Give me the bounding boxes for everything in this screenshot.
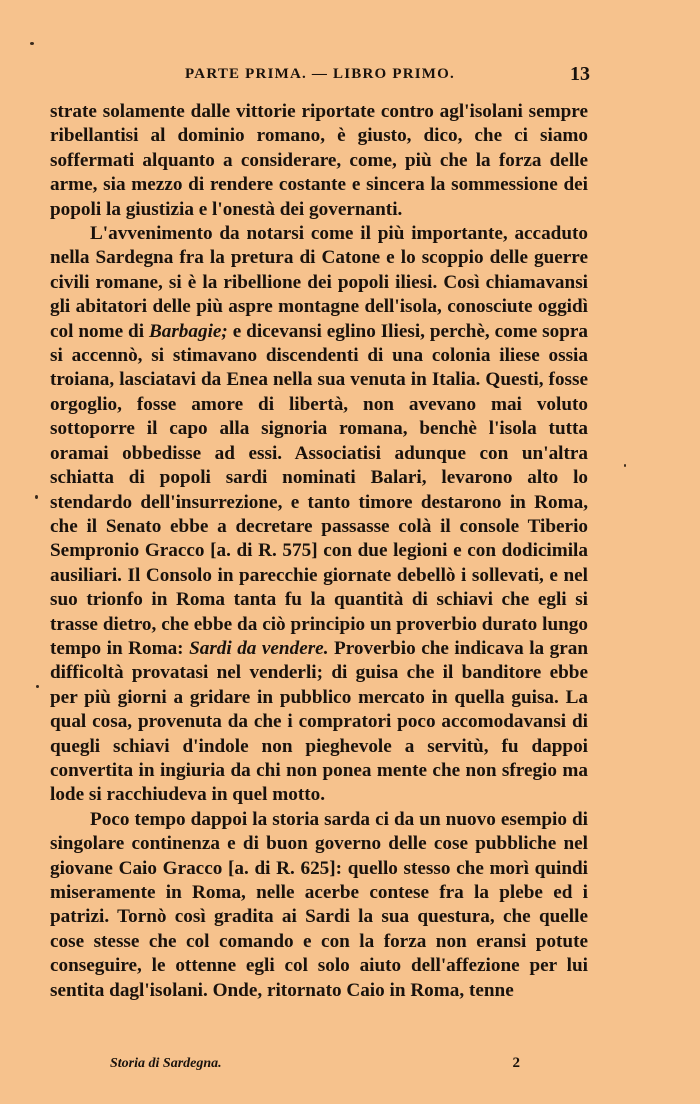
- signature-mark: Storia di Sardegna.: [110, 1056, 222, 1071]
- running-head: PARTE PRIMA. — LIBRO PRIMO.: [185, 66, 455, 82]
- ink-speck: [30, 42, 34, 45]
- italic-proverb: Sardi da vendere.: [189, 637, 329, 659]
- page-header: [50, 63, 590, 90]
- paragraph-continuation: strate solamente dalle vittorie riportate contro agl'isolani sempre ribellantisi al dominio romano, è giusto, dico, che ci siamo soffermati alquanto a considerare, come, più che la forza delle arme, sia mezzo di rendere costante e sincera la sommessione dei popoli la giustizia e l'onestà dei governanti.: [50, 101, 588, 220]
- page-footer: [110, 1056, 520, 1078]
- ink-speck: [36, 685, 39, 688]
- text-run: e dicevansi eglino Iliesi, perchè, come sopra si accennò, si stimavano discendenti di una colonia iliese ossia troiana, lasciatavi da Enea nella sua venuta in Italia. Questi, fosse orgoglio, fosse amore di libertà, non avevano mai voluto sottoporre il capo alla signoria romana, benchè l'isola tutta oramai obbedisse ad essi. Associatisi adunque con un'altra schiatta di popoli sardi nominati Balari, levarono alto lo stendardo dell'insurrezione, e tanto timore destarono in Roma, che il Senato ebbe a decretare passasse colà il console Tiberio Sempronio Gracco [a. di R. 575] con due legioni e con dodicimila ausiliari. Il Consolo in parecchie giornate debellò i sollevati, e nel suo trionfo in Roma tanta fu la quantità di schiavi che egli si trasse dietro, che ebbe da ciò principio un proverbio durato lungo tempo in Roma:: [50, 320, 588, 659]
- paragraph-caio-gracco: Poco tempo dappoi la storia sarda ci da un nuovo esempio di singolare continenza e di buon governo delle cose pubbliche nel giovane Caio Gracco [a. di R. 625]: quello stesso che morì quindi miseramente in Roma, nelle acerbe contese fra la plebe ed i patrizi. Tornò così gradita ai Sardi la sua questura, che quelle cose stesse che col comando e con la forza non eransi potute conseguire, le ottenne egli col solo aiuto dell'affezione per lui sentita dagl'isolani. Onde, ritornato Caio in Roma, tenne: [50, 808, 588, 1001]
- signature-number: 2: [512, 1055, 520, 1071]
- page-number: 13: [570, 63, 590, 85]
- paragraph-ilies-rebellion: [50, 222, 588, 808]
- ink-speck: [624, 464, 626, 467]
- ink-speck: [35, 495, 38, 499]
- body-text: [50, 100, 588, 1003]
- italic-term-barbagie: Barbagie;: [148, 320, 228, 342]
- text-run: Proverbio che indicava la gran difficoltà provatasi nel venderli; di guisa che il banditore ebbe per più giorni a gridare in pubblico mercato in quella guisa. La qual cosa, provenuta da che i compratori poco accomodavansi di quegli schiavi d'indole non pieghevole a servitù, fu dappoi convertita in ingiuria da chi non ponea mente che non sfregio ma lode si racchiudeva in quel motto.: [50, 637, 588, 806]
- text-run: L'avvenimento da notarsi come il più importante, accaduto nella Sardegna fra la pretura di Catone e lo scoppio delle guerre civili romane, si è la ribellione dei popoli iliesi. Così chiamavansi gli abitatori delle più aspre montagne dell'isola, conosciute oggidì col nome di: [50, 223, 588, 342]
